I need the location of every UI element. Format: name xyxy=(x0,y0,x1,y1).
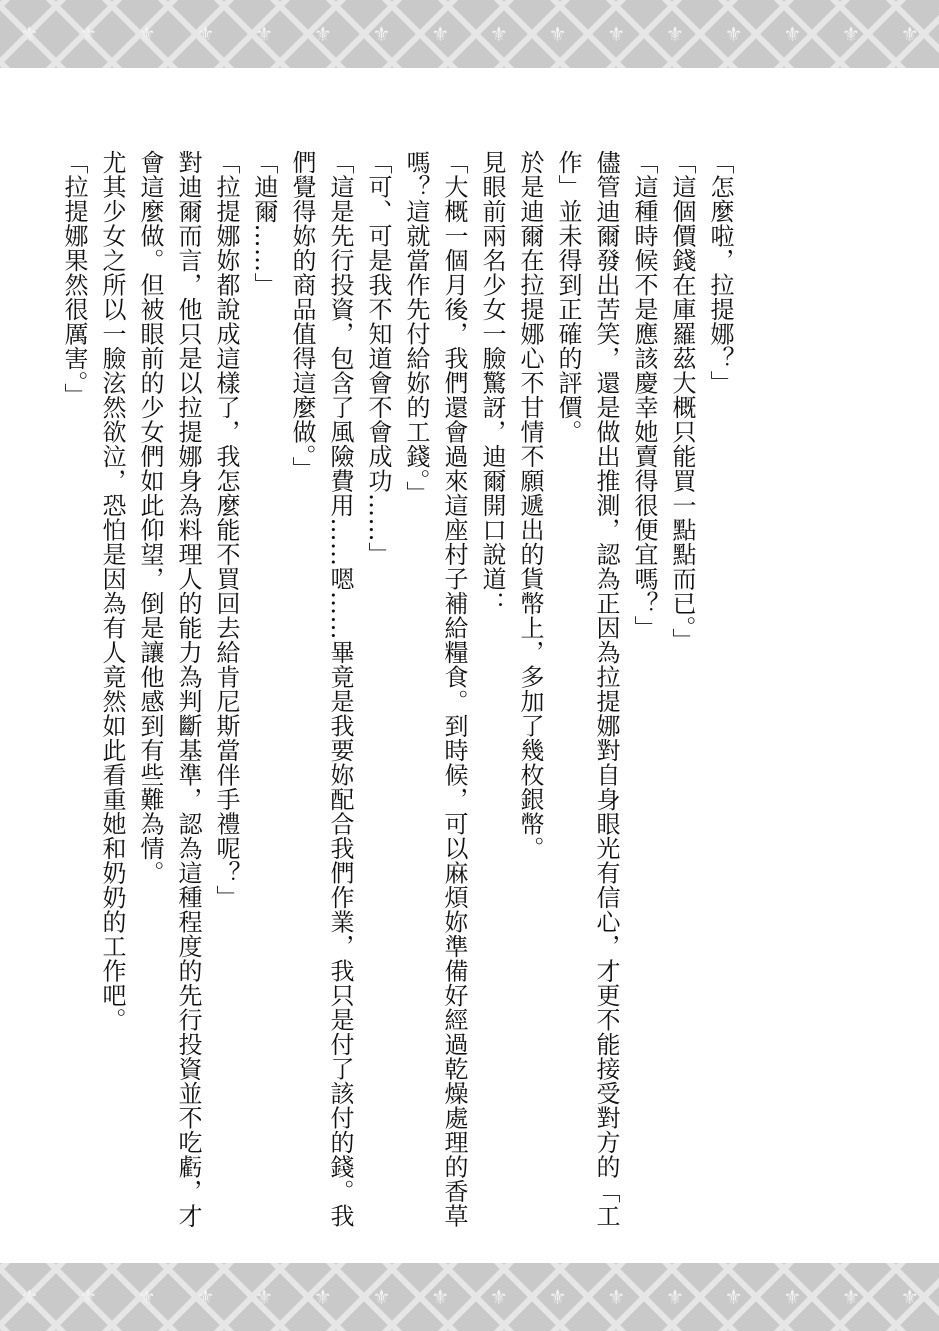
text-line: 「拉提娜果然很厲害。」 xyxy=(60,150,88,408)
text-line: 「大概一個月後，我們還會過來這座村子補給糧食。到時候，可以麻煩妳準備好經過乾燥處理的香草嗎？這就當作先付給妳的工錢。」 xyxy=(402,150,468,1228)
fleur-pattern-icon: ⚜ ⚜ ⚜ ⚜ ⚜ ⚜ ⚜ ⚜ ⚜ ⚜ ⚜ ⚜ ⚜ ⚜ ⚜ ⚜ xyxy=(20,22,919,46)
text-line: 「迪爾……」 xyxy=(250,150,278,297)
top-decorative-border xyxy=(0,0,939,68)
text-line: 尤其少女之所以一臉泫然欲泣，恐怕是因為有人竟然如此看重她和奶奶的工作吧。 xyxy=(98,150,126,1032)
text-line: 對迪爾而言，他只是以拉提娜身為料理人的能力為判斷基準，認為這種程度的先行投資並不吃虧，才會這麼做。但被眼前的少女們如此仰望，倒是讓他感到有些難為情。 xyxy=(136,150,202,1228)
fleur-pattern-icon: ⚜ ⚜ ⚜ ⚜ ⚜ ⚜ ⚜ ⚜ ⚜ ⚜ ⚜ ⚜ ⚜ ⚜ ⚜ ⚜ xyxy=(20,1285,919,1309)
text-line: 「這種時候不是應該慶幸她賣得很便宜嗎？」 xyxy=(630,150,658,640)
bottom-decorative-border xyxy=(0,1263,939,1331)
text-line: 「這個價錢在庫羅茲大概只能買一點點而已。」 xyxy=(668,150,696,653)
text-line: 見眼前兩名少女一臉驚訝，迪爾開口說道： xyxy=(478,150,506,616)
text-line: 於是迪爾在拉提娜心不甘情不願遞出的貨幣上，多加了幾枚銀幣。 xyxy=(516,150,544,861)
text-line: 「這是先行投資，包含了風險費用……嗯……畢竟是我要妳配合我們作業，我只是付了該付的錢。我們覺得妳的商品值得這麼做。」 xyxy=(288,150,354,1228)
vertical-text-body xyxy=(55,150,739,1240)
text-line: 儘管迪爾發出苦笑，還是做出推測，認為正因為拉提娜對自身眼光有信心，才更不能接受對方的「工作」並未得到正確的評價。 xyxy=(554,150,620,1228)
text-line: 「怎麼啦，拉提娜？」 xyxy=(706,150,734,395)
text-line: 「可、可是我不知道會不會成功……」 xyxy=(364,150,392,567)
text-line: 「拉提娜妳都說成這樣了，我怎麼能不買回去給肯尼斯當伴手禮呢？」 xyxy=(212,150,240,910)
